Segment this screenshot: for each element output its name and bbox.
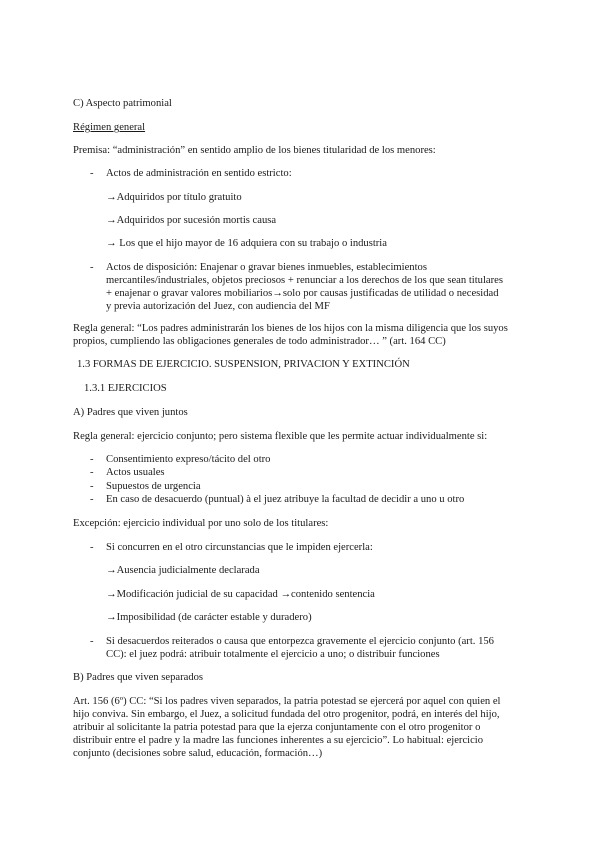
- actos-disposicion-line: + enajenar o gravar valores mobiliarios→solo por causas justificadas de utilidad o necesidad: [106, 288, 499, 299]
- regla-general-line: Regla general: “Los padres administrarán los bienes de los hijos con la misma diligencia que los suyos: [73, 323, 508, 334]
- heading-1-3-1: 1.3.1 EJERCICIOS: [84, 383, 167, 394]
- desacuerdos-line: Si desacuerdos reiterados o causa que entorpezca gravemente el ejercicio conjunto (art. 156: [106, 636, 494, 647]
- bullet-dash: -: [90, 454, 94, 465]
- regimen-general-heading: Régimen general: [73, 122, 146, 133]
- regla-general-line: propios, cumpliendo las obligaciones generales de todo administrador… ” (art. 164 CC): [73, 336, 446, 347]
- concurren-text: Si concurren en el otro circunstancias que le impiden ejercerla:: [106, 542, 373, 553]
- actos-disposicion-line: Actos de disposición: Enajenar o gravar bienes inmuebles, establecimientos: [106, 262, 427, 273]
- bullet-dash: -: [90, 262, 94, 273]
- bullet-dash: -: [90, 481, 94, 492]
- bullet-dash: -: [90, 494, 94, 505]
- heading-1-3: 1.3 FORMAS DE EJERCICIO. SUSPENSION, PRIVACION Y EXTINCIÓN: [77, 359, 410, 370]
- section-a-heading: A) Padres que viven juntos: [73, 407, 188, 418]
- modificacion-text: →Modificación judicial de su capacidad →contenido sentencia: [106, 589, 375, 600]
- actos-administracion: Actos de administración en sentido estricto:: [106, 168, 292, 179]
- art-156-line: distribuir entre el padre y la madre las funciones inherentes a su ejercicio”. Lo habitual: ejercicio: [73, 735, 484, 746]
- list-item: Consentimiento expreso/tácito del otro: [106, 454, 271, 465]
- actos-disposicion-line: y previa autorización del Juez, con audiencia del MF: [106, 301, 330, 312]
- section-b-heading: B) Padres que viven separados: [73, 672, 204, 683]
- list-item: Supuestos de urgencia: [106, 481, 201, 492]
- premisa-text: Premisa: “administración” en sentido amplio de los bienes titularidad de los menores:: [73, 145, 436, 156]
- art-156-line: hijo conviva. Sin embargo, el Juez, a solicitud fundada del otro progenitor, podrá, en interés del hijo,: [73, 709, 500, 720]
- art-156-line: atribuir al solicitante la patria potestad para que la ejerza conjuntamente con el otro progenitor o: [73, 722, 481, 733]
- adquiridos-gratuito: →Adquiridos por título gratuito: [106, 192, 242, 203]
- imposibilidad-text: →Imposibilidad (de carácter estable y duradero): [106, 612, 312, 623]
- list-item: Actos usuales: [106, 467, 165, 478]
- desacuerdos-line: CC): el juez podrá: atribuir totalmente el ejercicio a uno; o distribuir funciones: [106, 649, 440, 660]
- bullet-dash: -: [90, 467, 94, 478]
- list-item: En caso de desacuerdo (puntual) à el juez atribuye la facultad de decidir a uno u otro: [106, 494, 465, 505]
- section-c-heading: C) Aspecto patrimonial: [73, 98, 172, 109]
- bullet-dash: -: [90, 168, 94, 179]
- regla-conjunto: Regla general: ejercicio conjunto; pero sistema flexible que les permite actuar individualmente si:: [73, 431, 488, 442]
- art-156-line: conjunto (decisiones sobre salud, educación, formación…): [73, 748, 323, 759]
- adquiridos-sucesion: →Adquiridos por sucesión mortis causa: [106, 215, 277, 226]
- art-156-line: Art. 156 (6º) CC: “Si los padres viven separados, la patria potestad se ejercerá por aquel con quien el: [73, 696, 501, 707]
- adquiridos-trabajo: → Los que el hijo mayor de 16 adquiera con su trabajo o industria: [106, 238, 387, 249]
- actos-disposicion-line: mercantiles/industriales, objetos preciosos + renunciar a los derechos de los que sean titulares: [106, 275, 503, 286]
- ausencia-text: →Ausencia judicialmente declarada: [106, 565, 260, 576]
- bullet-dash: -: [90, 542, 94, 553]
- excepcion-text: Excepción: ejercicio individual por uno solo de los titulares:: [73, 518, 329, 529]
- bullet-dash: -: [90, 636, 94, 647]
